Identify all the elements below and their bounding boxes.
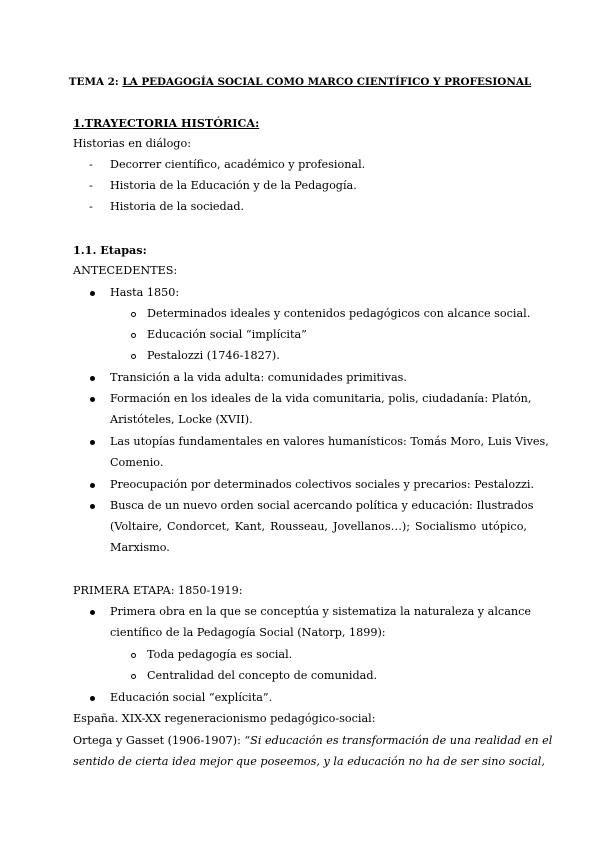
circle-bullet — [131, 653, 136, 658]
bullet-dot — [90, 440, 95, 445]
list-item-continued: Marxismo. — [110, 541, 170, 554]
list-item-continued: Aristóteles, Locke (XVII). — [110, 413, 253, 426]
bullet-dot — [90, 397, 95, 402]
bullet-dot — [90, 610, 95, 615]
circle-bullet — [131, 674, 136, 679]
sub-list-item: Determinados ideales y contenidos pedagógicos con alcance social. — [147, 307, 531, 320]
ortega-prefix: Ortega y Gasset (1906-1907): — [73, 734, 245, 747]
section-heading-etapas: 1.1. Etapas: — [73, 243, 147, 257]
list-item: Busca de un nuevo orden social acercando política y educación: Ilustrados — [110, 499, 534, 512]
sub-list-item: Pestalozzi (1746-1827). — [147, 349, 280, 362]
intro-text: Historias en diálogo: — [73, 137, 191, 150]
dash-bullet: - — [89, 158, 93, 171]
sub-list-item: Toda pedagogía es social. — [147, 648, 293, 661]
ortega-line-1 — [73, 734, 553, 748]
list-item: Decorrer científico, académico y profesional. — [110, 158, 366, 171]
list-item-continued: (Voltaire, Condorcet, Kant, Rousseau, Jovellanos…); Socialismo utópico, — [110, 520, 527, 533]
antecedentes-label: ANTECEDENTES: — [73, 264, 178, 277]
list-item-continued: Comenio. — [110, 456, 164, 469]
page-title — [0, 75, 600, 89]
section-heading-trayectoria — [73, 116, 259, 130]
title-main: LA PEDAGOGÍA SOCIAL COMO MARCO CIENTÍFICO Y PROFESIONAL — [122, 76, 532, 88]
list-item: Formación en los ideales de la vida comunitaria, polis, ciudadanía: Platón, — [110, 392, 532, 405]
list-item: Preocupación por determinados colectivos sociales y precarios: Pestalozzi. — [110, 478, 535, 491]
bullet-dot — [90, 504, 95, 509]
title-prefix: TEMA 2: — [68, 76, 123, 88]
list-item-continued: científico de la Pedagogía Social (Natorp, 1899): — [110, 626, 386, 639]
list-item: Primera obra en la que se conceptúa y sistematiza la naturaleza y alcance — [110, 605, 531, 618]
list-item: Historia de la Educación y de la Pedagogía. — [110, 179, 357, 192]
bullet-dot — [90, 376, 95, 381]
ortega-line-2: sentido de cierta idea mejor que poseemos, y la educación no ha de ser sino social, — [73, 755, 545, 768]
bullet-dot — [90, 696, 95, 701]
dash-bullet: - — [89, 179, 93, 192]
dash-bullet: - — [89, 200, 93, 213]
list-item: Transición a la vida adulta: comunidades primitivas. — [110, 371, 407, 384]
circle-bullet — [131, 354, 136, 359]
list-item: Historia de la sociedad. — [110, 200, 245, 213]
ortega-quote: “Si educación es transformación de una realidad en el — [244, 734, 553, 747]
bullet-dot — [90, 291, 95, 296]
sub-list-item: Centralidad del concepto de comunidad. — [147, 669, 378, 682]
primera-etapa-label: PRIMERA ETAPA: 1850-1919: — [73, 584, 243, 597]
list-item: Hasta 1850: — [110, 286, 180, 299]
list-item: Las utopías fundamentales en valores humanísticos: Tomás Moro, Luis Vives, — [110, 435, 549, 448]
sub-list-item: Educación social “implícita” — [147, 328, 307, 341]
circle-bullet — [131, 333, 136, 338]
circle-bullet — [131, 312, 136, 317]
heading-text: 1.TRAYECTORIA HISTÓRICA: — [73, 116, 260, 130]
list-item: Educación social “explícita”. — [110, 691, 273, 704]
espana-text: España. XIX-XX regeneracionismo pedagógico-social: — [73, 712, 376, 725]
bullet-dot — [90, 483, 95, 488]
